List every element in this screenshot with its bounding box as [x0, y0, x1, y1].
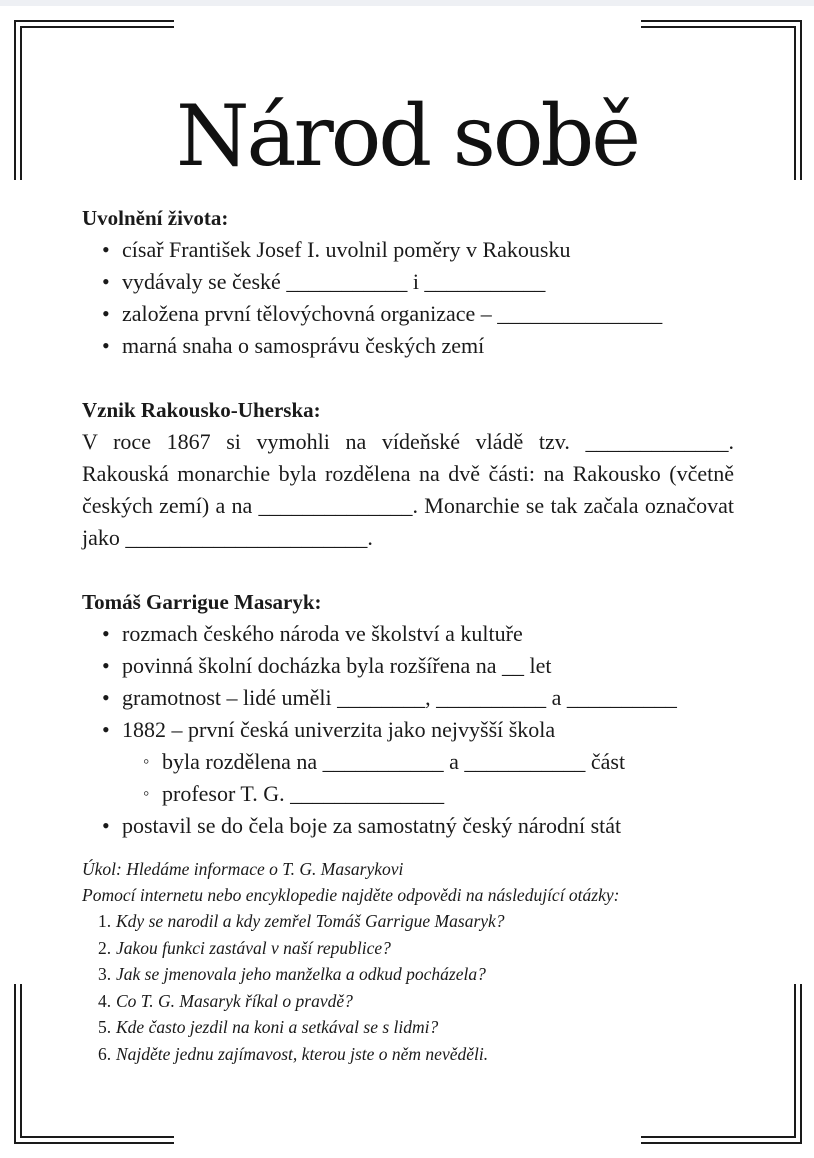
question-item — [82, 988, 734, 1015]
list-item: • gramotnost – lidé uměli ________, __________ a __________ — [82, 682, 734, 714]
list-item: • postavil se do čela boje za samostatný český národní stát — [82, 810, 734, 842]
question-item — [82, 961, 734, 988]
question-text: Kde často jezdil na koni a setkával se s lidmi? — [116, 1017, 439, 1037]
section-heading-vznik: Vznik Rakousko-Uherska: — [82, 398, 321, 422]
top-band — [0, 0, 814, 6]
question-text: Jakou funkci zastával v naší republice? — [116, 937, 391, 958]
question-item — [82, 908, 734, 935]
question-number: 6. — [98, 1043, 112, 1064]
task-title: Úkol: Hledáme informace o T. G. Masarykovi — [82, 859, 404, 879]
question-item — [82, 935, 734, 962]
question-text: Kdy se narodil a kdy zemřel Tomáš Garrigue Masaryk? — [116, 911, 505, 931]
question-text: Najděte jednu zajímavost, kterou jste o něm nevěděli. — [116, 1043, 489, 1064]
question-item — [82, 1014, 734, 1041]
sub-list-item: ◦ profesor T. G. ______________ — [122, 778, 734, 810]
list-item: • vydávaly se české ___________ i ___________ — [82, 266, 734, 298]
question-number: 3. — [98, 964, 112, 984]
page-title: Národ sobě — [176, 87, 638, 185]
question-number: 5. — [98, 1017, 112, 1037]
paragraph-vznik: V roce 1867 si vymohli na vídeňské vládě tzv. _____________. Rakouská monarchie byla rozdělena na dvě části: na Rakousko (včetně českých zemí) a na ______________. Monarchie se tak začala označovat jako ______________________. — [82, 429, 734, 550]
list-item: • císař František Josef I. uvolnil poměry v Rakousku — [82, 234, 734, 266]
sub-list — [122, 746, 734, 810]
question-text: Jak se jmenovala jeho manželka a odkud pocházela? — [116, 964, 486, 984]
list-item: • založena první tělovýchovná organizace – _______________ — [82, 298, 734, 330]
question-item — [82, 1041, 734, 1068]
list-item: • marná snaha o samosprávu českých zemí — [82, 330, 734, 362]
list-item: • rozmach českého národa ve školství a kultuře — [82, 618, 734, 650]
task-block — [82, 856, 734, 908]
task-intro: Pomocí internetu nebo encyklopedie najděte odpovědi na následující otázky: — [82, 885, 620, 905]
question-number: 2. — [98, 937, 112, 958]
question-list — [82, 908, 734, 1067]
list-item: • povinná školní docházka byla rozšířena na __ let — [82, 650, 734, 682]
worksheet-content — [82, 202, 734, 1067]
sub-list-item: ◦ byla rozdělena na ___________ a ___________ část — [122, 746, 734, 778]
bullet-list-masaryk — [82, 618, 734, 842]
list-item: • 1882 – první česká univerzita jako nejvyšší škola ◦ byla rozdělena na ___________ a ___________ část ◦ profesor T. G. ______________ — [82, 714, 734, 810]
section-heading-uvolneni: Uvolnění života: — [82, 206, 229, 230]
question-number: 1. — [98, 911, 112, 931]
question-text: Co T. G. Masaryk říkal o pravdě? — [116, 990, 353, 1011]
section-heading-masaryk: Tomáš Garrigue Masaryk: — [82, 590, 322, 614]
question-number: 4. — [98, 990, 112, 1011]
bullet-list-uvolneni — [82, 234, 734, 362]
